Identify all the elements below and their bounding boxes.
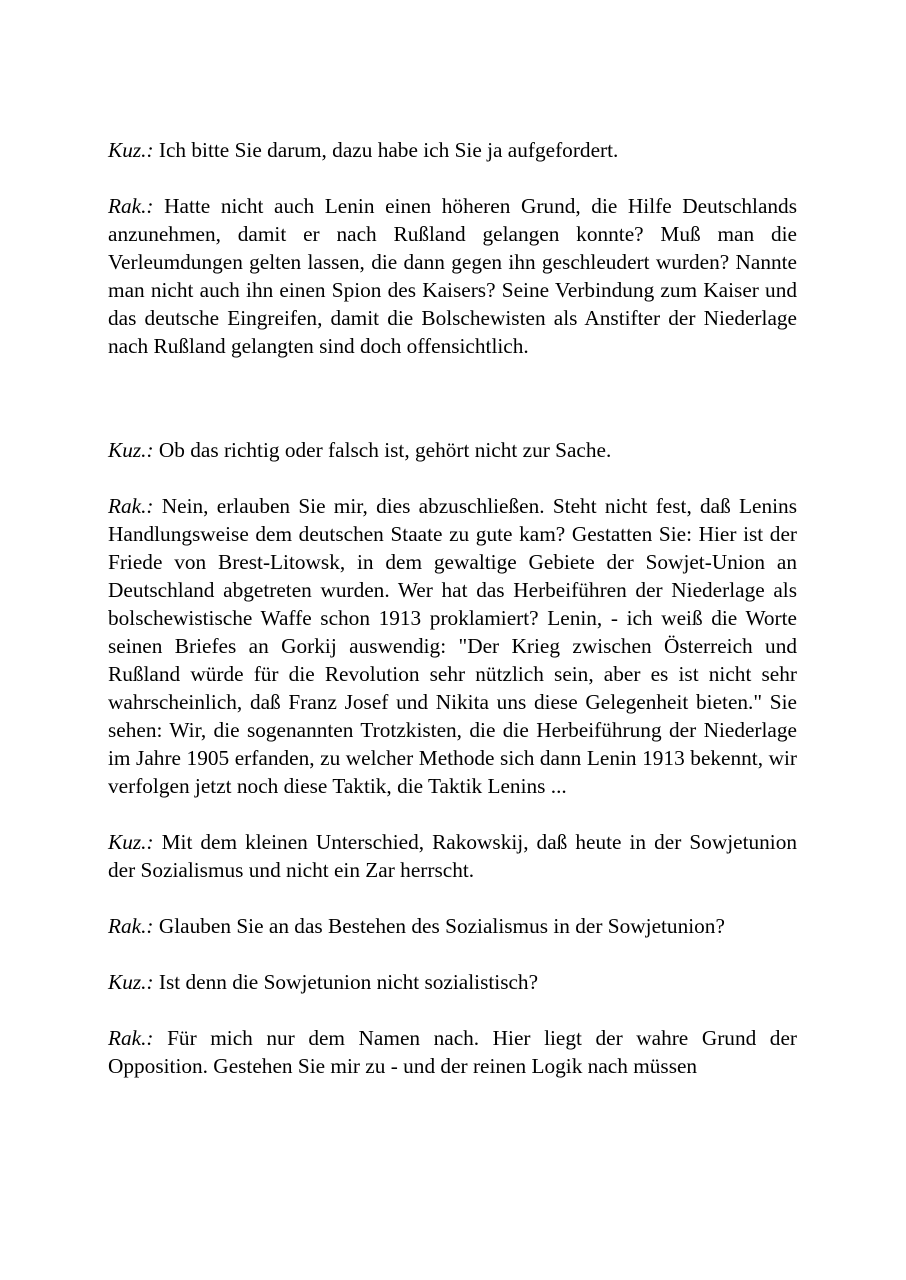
dialogue-text: Hatte nicht auch Lenin einen höheren Grund, die Hilfe Deutschlands anzunehmen, damit er nach Rußland gelangen konnte? Muß man die Verleumdungen gelten lassen, die dann gegen ihn geschleudert wurden? Nannte man nicht auch ihn einen Spion des Kaisers? Seine Verbindung zum Kaiser und das deutsche Eingreifen, damit die Bolschewisten als Anstifter der Niederlage nach Rußland gelangten sind doch offensichtlich. — [108, 194, 797, 358]
speaker-label: Rak.: — [108, 194, 154, 218]
dialogue-paragraph — [108, 968, 797, 996]
speaker-label: Rak.: — [108, 1026, 154, 1050]
dialogue-paragraph — [108, 828, 797, 884]
dialogue-paragraph — [108, 192, 797, 360]
speaker-label: Kuz.: — [108, 138, 154, 162]
dialogue-text: Nein, erlauben Sie mir, dies abzuschließen. Steht nicht fest, daß Lenins Handlungsweise dem deutschen Staate zu gute kam? Gestatten Sie: Hier ist der Friede von Brest-Litowsk, in dem gewaltige Gebiete der Sowjet-Union an Deutschland abgetreten wurden. Wer hat das Herbeiführen der Niederlage als bolschewistische Waffe schon 1913 proklamiert? Lenin, - ich weiß die Worte seinen Briefes an Gorkij auswendig: "Der Krieg zwischen Österreich und Rußland würde für die Revolution sehr nützlich sein, aber es ist nicht sehr wahrscheinlich, daß Franz Josef und Nikita uns diese Gelegenheit bieten." Sie sehen: Wir, die sogenannten Trotzkisten, die die Herbeiführung der Niederlage im Jahre 1905 erfanden, zu welcher Methode sich dann Lenin 1913 bekennt, wir verfolgen jetzt noch diese Taktik, die Taktik Lenins ... — [108, 494, 797, 798]
dialogue-paragraph — [108, 136, 797, 164]
dialogue-text: Glauben Sie an das Bestehen des Sozialismus in der Sowjetunion? — [153, 914, 725, 938]
speaker-label: Rak.: — [108, 494, 154, 518]
dialogue-paragraph — [108, 912, 797, 940]
dialogue-paragraph — [108, 492, 797, 800]
speaker-label: Rak.: — [108, 914, 154, 938]
dialogue-text: Ob das richtig oder falsch ist, gehört nicht zur Sache. — [153, 438, 612, 462]
dialogue-text: Mit dem kleinen Unterschied, Rakowskij, daß heute in der Sowjetunion der Sozialismus und nicht ein Zar herrscht. — [108, 830, 797, 882]
dialogue-paragraph — [108, 436, 797, 464]
document-page — [108, 136, 797, 1108]
dialogue-text: Ich bitte Sie darum, dazu habe ich Sie ja aufgefordert. — [153, 138, 619, 162]
speaker-label: Kuz.: — [108, 970, 154, 994]
dialogue-text: Für mich nur dem Namen nach. Hier liegt der wahre Grund der Opposition. Gestehen Sie mir zu - und der reinen Logik nach müssen — [108, 1026, 797, 1078]
speaker-label: Kuz.: — [108, 830, 154, 854]
speaker-label: Kuz.: — [108, 438, 154, 462]
dialogue-paragraph — [108, 1024, 797, 1080]
dialogue-text: Ist denn die Sowjetunion nicht sozialistisch? — [153, 970, 539, 994]
